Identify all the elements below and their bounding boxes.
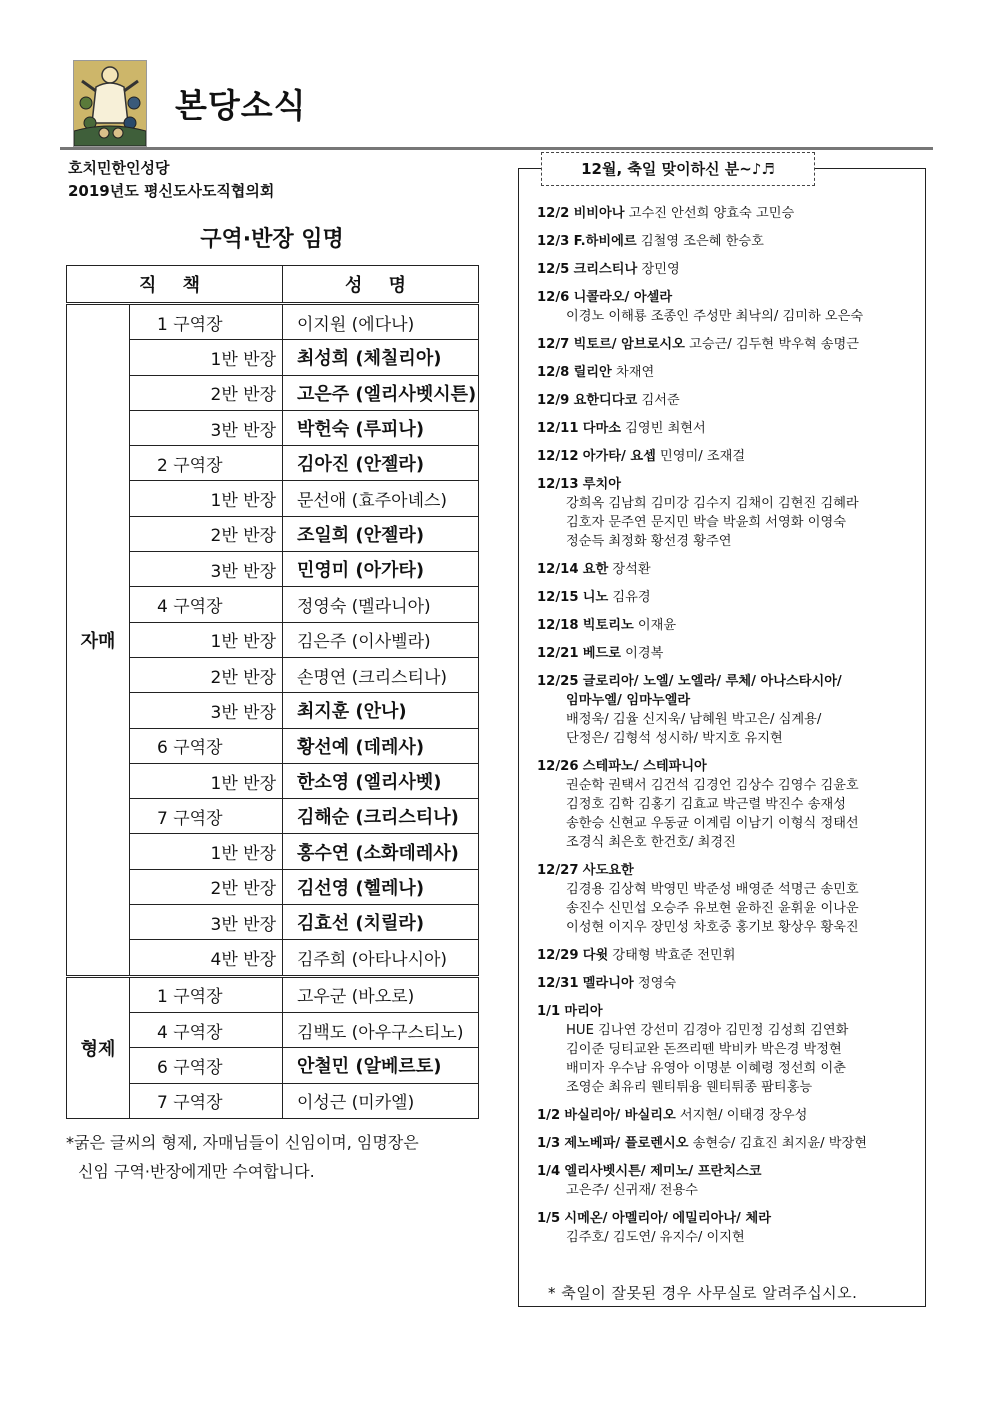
feast-item [537, 1162, 917, 1200]
group-label: 형제 [67, 976, 130, 1118]
feast-people-line: 단정은/ 김형석 성시하/ 박지호 유지현 [566, 731, 783, 746]
role-cell: 3반 반장 [130, 552, 283, 587]
feast-item [537, 447, 917, 466]
name-cell: 김해순 (크리스티나) [283, 799, 479, 834]
feast-people: 서지현/ 이태경 장우성 [679, 1108, 808, 1123]
feast-saint: 비비아나 [573, 206, 625, 221]
name-cell: 최지훈 (안나) [283, 693, 479, 728]
feast-people-line: 정순득 최정화 황선경 황주연 [566, 534, 732, 549]
name-cell: 손명연 (크리스티나) [283, 657, 479, 692]
feast-people: 차재연 [615, 365, 655, 380]
feast-date: 12/2 [537, 206, 570, 221]
parish-name: 호치민한인성당 [68, 159, 170, 177]
feast-item [537, 232, 917, 251]
feast-date: 12/21 [537, 646, 579, 661]
name-cell: 황선예 (데레사) [283, 728, 479, 763]
feast-people: 강태형 박효준 전민휘 [612, 948, 736, 963]
feast-saint: 베드로 [582, 646, 621, 661]
role-cell: 2반 반장 [130, 657, 283, 692]
feast-people: 장석환 [612, 562, 651, 577]
role-cell: 2반 반장 [130, 516, 283, 551]
name-cell: 고우군 (바오로) [283, 976, 479, 1012]
feast-saint: 엘리사벳시튼/ 제미노/ 프란치스코 [564, 1164, 762, 1179]
feast-day-note: * 축일이 잘못된 경우 사무실로 알려주십시오. [548, 1284, 858, 1302]
feast-date: 1/3 [537, 1136, 561, 1151]
feast-date: 12/13 [537, 477, 579, 492]
table-row [67, 976, 479, 1012]
feast-item [537, 672, 917, 748]
role-cell: 6 구역장 [130, 1048, 283, 1083]
feast-people: 고승근/ 김두현 박우혁 송명근 [689, 337, 859, 352]
roster-body [67, 304, 479, 1119]
feast-people: 민영미/ 조재걸 [660, 449, 746, 464]
feast-date: 12/26 [537, 759, 579, 774]
feast-date: 12/27 [537, 863, 579, 878]
feast-date: 12/7 [537, 337, 570, 352]
header-divider [60, 147, 933, 150]
feast-item [537, 1209, 917, 1247]
group-label: 자매 [67, 304, 130, 977]
feast-saint: 글로리아/ 노엘/ 노엘라/ 루체/ 아나스타시아/ [582, 674, 842, 689]
role-cell: 1 구역장 [130, 976, 283, 1012]
feast-item [537, 1106, 917, 1125]
feast-item [537, 616, 917, 635]
feast-people: 고수진 안선희 양효숙 고민승 [628, 206, 795, 221]
feast-date: 12/6 [537, 290, 570, 305]
feast-date: 12/5 [537, 262, 570, 277]
feast-saint: 다마소 [582, 421, 621, 436]
feast-saint: 요한디다코 [573, 393, 638, 408]
feast-date: 1/4 [537, 1164, 561, 1179]
role-cell: 2 구역장 [130, 446, 283, 481]
name-cell: 민영미 (아가타) [283, 552, 479, 587]
feast-people: 김유경 [612, 590, 651, 605]
role-cell: 1반 반장 [130, 481, 283, 516]
feast-saint: 크리스티나 [573, 262, 638, 277]
feast-item [537, 288, 917, 326]
role-cell: 3반 반장 [130, 693, 283, 728]
feast-people: 정영숙 [637, 976, 677, 991]
feast-saint: 다윗 [582, 948, 609, 963]
role-cell: 4반 반장 [130, 940, 283, 976]
feast-date: 12/25 [537, 674, 579, 689]
feast-people-line: 김이준 딩티교완 돈쯔리뗀 박비카 박은경 박정현 [566, 1042, 842, 1057]
roster-table [66, 265, 479, 1119]
feast-saint: 시메온/ 아멜리아/ 에밀리아나/ 체라 [564, 1211, 771, 1226]
feast-item [537, 757, 917, 852]
role-cell: 1반 반장 [130, 763, 283, 798]
name-cell: 홍수연 (소화데레사) [283, 834, 479, 869]
roster-heading: 구역·반장 임명 [200, 227, 344, 252]
feast-people-line: 송한승 신현교 우동균 이계림 이남기 이형식 정태선 [566, 816, 859, 831]
name-cell: 김주희 (아타나시아) [283, 940, 479, 976]
feast-date: 12/12 [537, 449, 579, 464]
feast-saint: 빅토르/ 암브로시오 [573, 337, 685, 352]
feast-item [537, 861, 917, 937]
name-cell: 김아진 (안젤라) [283, 446, 479, 481]
feast-people-line: 이경노 이해룡 조종인 주성만 최낙의/ 김미하 오은숙 [566, 309, 864, 324]
name-cell: 조일희 (안젤라) [283, 516, 479, 551]
feast-saint: 루치아 [582, 477, 621, 492]
role-cell: 7 구역장 [130, 1083, 283, 1118]
feast-people-line: 송진수 신민섭 오승주 유보현 윤하진 윤휘윤 이나운 [566, 901, 859, 916]
feast-date: 12/18 [537, 618, 579, 633]
name-cell: 이성근 (미카엘) [283, 1083, 479, 1118]
feast-people: 이경복 [625, 646, 664, 661]
role-cell: 4 구역장 [130, 587, 283, 622]
role-cell: 6 구역장 [130, 728, 283, 763]
role-cell: 2반 반장 [130, 375, 283, 410]
page-title: 본당소식 [175, 86, 307, 125]
feast-item [537, 204, 917, 223]
feast-people-line: 조경식 최은호 한건호/ 최경진 [566, 835, 736, 850]
feast-saint: 제노베파/ 플로렌시오 [564, 1136, 689, 1151]
role-cell: 1반 반장 [130, 622, 283, 657]
feast-people: 김영빈 최현서 [625, 421, 706, 436]
feast-date: 12/15 [537, 590, 579, 605]
jesus-with-disciples-icon [74, 61, 146, 146]
feast-day-list [537, 204, 917, 1256]
name-cell: 김효선 (치릴라) [283, 905, 479, 940]
feast-item [537, 588, 917, 607]
feast-day-heading: 12월, 축일 맞이하신 분~♪♬ [541, 152, 815, 186]
feast-people-line: 김주호/ 김도연/ 유지수/ 이지현 [566, 1230, 745, 1245]
role-cell: 2반 반장 [130, 869, 283, 904]
name-cell: 문선애 (효주아녜스) [283, 481, 479, 516]
feast-date: 12/9 [537, 393, 570, 408]
feast-saint: 사도요한 [582, 863, 634, 878]
feast-saint: 바실리아/ 바실리오 [564, 1108, 676, 1123]
name-cell: 최성희 (체칠리아) [283, 340, 479, 375]
feast-people-line: 이성현 이지우 장민성 차호중 홍기보 황상우 황욱진 [566, 920, 859, 935]
parish-logo-image [73, 60, 147, 147]
feast-item [537, 419, 917, 438]
feast-date: 12/29 [537, 948, 579, 963]
role-cell: 1 구역장 [130, 304, 283, 340]
feast-people: 송현승/ 김효진 최지윤/ 박장현 [692, 1136, 867, 1151]
feast-people-line: 김경용 김상혁 박영민 박준성 배영준 석명근 송민호 [566, 882, 859, 897]
feast-saint: 릴리안 [573, 365, 612, 380]
roster-note-line2: 신임 구역·반장에게만 수여합니다. [78, 1162, 315, 1181]
feast-saint: 아가타/ 요셉 [582, 449, 656, 464]
feast-saint: 마리아 [564, 1004, 603, 1019]
feast-saint: F.하비에르 [573, 234, 637, 249]
feast-item [537, 560, 917, 579]
name-cell: 안철민 (알베르토) [283, 1048, 479, 1083]
feast-people-line: 강희옥 김남희 김미강 김수지 김채이 김현진 김혜라 [566, 496, 859, 511]
feast-people-line: 배미자 우수남 유영아 이명분 이혜령 정선희 이춘 [566, 1061, 846, 1076]
name-cell: 김선영 (헬레나) [283, 869, 479, 904]
role-cell: 7 구역장 [130, 799, 283, 834]
name-cell: 정영숙 (멜라니아) [283, 587, 479, 622]
feast-saint: 빅토리노 [582, 618, 634, 633]
feast-people-line: 권순학 권택서 김건석 김경언 김상수 김영수 김윤호 [566, 778, 859, 793]
council-name: 2019년도 평신도사도직협의회 [68, 182, 275, 200]
role-cell: 3반 반장 [130, 905, 283, 940]
table-row [67, 304, 479, 340]
feast-item [537, 260, 917, 279]
feast-people-line: 김정호 김학 김홍기 김효교 박근렬 박진수 송재성 [566, 797, 846, 812]
feast-date: 1/2 [537, 1108, 561, 1123]
feast-date: 12/14 [537, 562, 579, 577]
name-cell: 한소영 (엘리사벳) [283, 763, 479, 798]
role-cell: 1반 반장 [130, 340, 283, 375]
feast-date: 12/3 [537, 234, 570, 249]
feast-date: 12/11 [537, 421, 579, 436]
feast-people: 김철영 조은혜 한승호 [640, 234, 764, 249]
name-cell: 김은주 (이사벨라) [283, 622, 479, 657]
name-cell: 고은주 (엘리사벳시튼) [283, 375, 479, 410]
feast-people-line: 배정욱/ 김율 신지욱/ 남혜원 박고은/ 심계용/ [566, 712, 822, 727]
feast-people-line: 김호자 문주연 문지민 박슬 박윤희 서영화 이영숙 [566, 515, 846, 530]
feast-date: 12/31 [537, 976, 579, 991]
roster-header-row [67, 266, 479, 304]
feast-people-line: 임마누엘/ 임마누엘라 [566, 693, 691, 708]
feast-date: 1/5 [537, 1211, 561, 1226]
feast-item [537, 644, 917, 663]
feast-saint: 요한 [582, 562, 609, 577]
feast-people: 이재윤 [637, 618, 677, 633]
feast-people: 장민영 [641, 262, 680, 277]
feast-item [537, 946, 917, 965]
col-name-header: 성 명 [283, 266, 479, 304]
feast-people: 김서준 [641, 393, 680, 408]
role-cell: 4 구역장 [130, 1012, 283, 1047]
feast-item [537, 391, 917, 410]
role-cell: 3반 반장 [130, 410, 283, 445]
feast-saint: 니노 [582, 590, 609, 605]
feast-date: 12/8 [537, 365, 570, 380]
name-cell: 김백도 (아우구스티노) [283, 1012, 479, 1047]
feast-people-line: 고은주/ 신귀재/ 전용수 [566, 1183, 698, 1198]
roster-note-line1: *굵은 글씨의 형제, 자매님들이 신임이며, 임명장은 [66, 1133, 419, 1152]
roster-note [66, 1128, 486, 1186]
feast-people-line: HUE 김나연 강선미 김경아 김민정 김성희 김연화 [566, 1023, 849, 1038]
name-cell: 박헌숙 (루피나) [283, 410, 479, 445]
feast-people-line: 조영순 최유리 웬티튀융 웬티튀종 팜티홍능 [566, 1080, 813, 1095]
feast-date: 1/1 [537, 1004, 561, 1019]
feast-item [537, 475, 917, 551]
feast-saint: 멜라니아 [582, 976, 634, 991]
name-cell: 이지원 (에다나) [283, 304, 479, 340]
role-cell: 1반 반장 [130, 834, 283, 869]
feast-item [537, 335, 917, 354]
feast-item [537, 1002, 917, 1097]
feast-saint: 니콜라오/ 아셀라 [573, 290, 673, 305]
feast-saint: 스테파노/ 스테파니아 [582, 759, 707, 774]
col-role-header: 직 책 [67, 266, 283, 304]
feast-item [537, 363, 917, 382]
feast-item [537, 974, 917, 993]
feast-item [537, 1134, 917, 1153]
